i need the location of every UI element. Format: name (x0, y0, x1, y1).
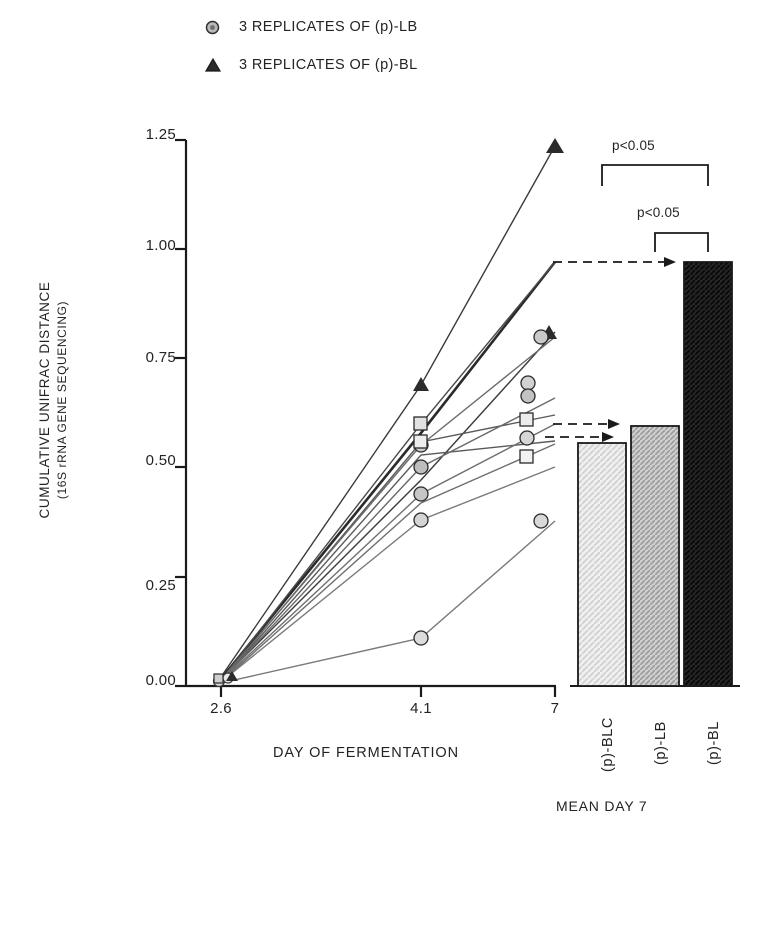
significance-label: p<0.05 (612, 138, 655, 153)
y-tick-label: 0.50 (145, 452, 176, 469)
square-marker-icon (414, 435, 427, 448)
series-line-lb-3 (221, 521, 555, 683)
triangle-marker-icon (546, 138, 564, 153)
bar-panel-caption: MEAN DAY 7 (556, 798, 648, 814)
x-axis-label: DAY OF FERMENTATION (272, 745, 459, 761)
square-marker-icon (520, 413, 533, 426)
y-tick-label: 1.00 (145, 237, 176, 254)
bar-bl (684, 262, 732, 686)
y-tick-label: 0.00 (145, 672, 176, 689)
circle-marker-icon (534, 514, 548, 528)
square-marker-icon (214, 674, 223, 683)
mean-connectors (553, 262, 672, 424)
bar-category-label: (p)-BL (706, 721, 722, 765)
y-tick-label: 1.25 (145, 126, 176, 143)
series-markers (214, 138, 565, 687)
significance-brackets (602, 165, 708, 252)
series-line-bl-1 (221, 146, 555, 677)
axis-lines (175, 140, 556, 697)
circle-marker-icon (414, 460, 428, 474)
series-line-lb-1 (221, 337, 555, 680)
circle-marker-icon (414, 631, 428, 645)
bar-category-label: (p)-BLC (600, 717, 616, 772)
y-axis-label-sub: (16S rRNA GENE SEQUENCING) (55, 300, 70, 500)
circle-marker-icon (414, 487, 428, 501)
significance-bracket-blc-bl (602, 165, 708, 186)
square-marker-icon (414, 417, 427, 430)
y-tick-label: 0.75 (145, 349, 176, 366)
triangle-marker-icon (413, 377, 429, 391)
circle-marker-icon (521, 389, 535, 403)
significance-bracket-lb-bl (655, 233, 708, 252)
significance-label: p<0.05 (637, 205, 680, 220)
series-line-extra-c (221, 467, 555, 682)
bar-panel (570, 262, 740, 686)
square-marker-icon (520, 450, 533, 463)
circle-marker-icon (414, 513, 428, 527)
x-tick-label: 7 (550, 700, 560, 717)
y-axis-label-main: CUMULATIVE UNIFRAC DISTANCE (37, 281, 52, 519)
x-tick-label: 4.1 (410, 700, 432, 717)
legend-item-label: 3 REPLICATES OF (p)-BL (239, 57, 418, 73)
bar-category-label: (p)-LB (653, 721, 669, 765)
bar-blc (578, 443, 626, 686)
circle-marker-icon (520, 431, 534, 445)
series-line-extra-b (221, 444, 555, 682)
series-line-extra-a (221, 424, 555, 681)
series-line-lb-2 (221, 398, 555, 681)
x-tick-label: 2.6 (210, 700, 232, 717)
series-lines (221, 146, 555, 683)
mean-connector-arrows (602, 257, 676, 442)
circle-marker-icon (521, 376, 535, 390)
y-tick-label: 0.25 (145, 577, 176, 594)
circle-marker-icon (534, 330, 548, 344)
legend-item-label: 3 REPLICATES OF (p)-LB (239, 19, 418, 35)
bar-lb (631, 426, 679, 686)
